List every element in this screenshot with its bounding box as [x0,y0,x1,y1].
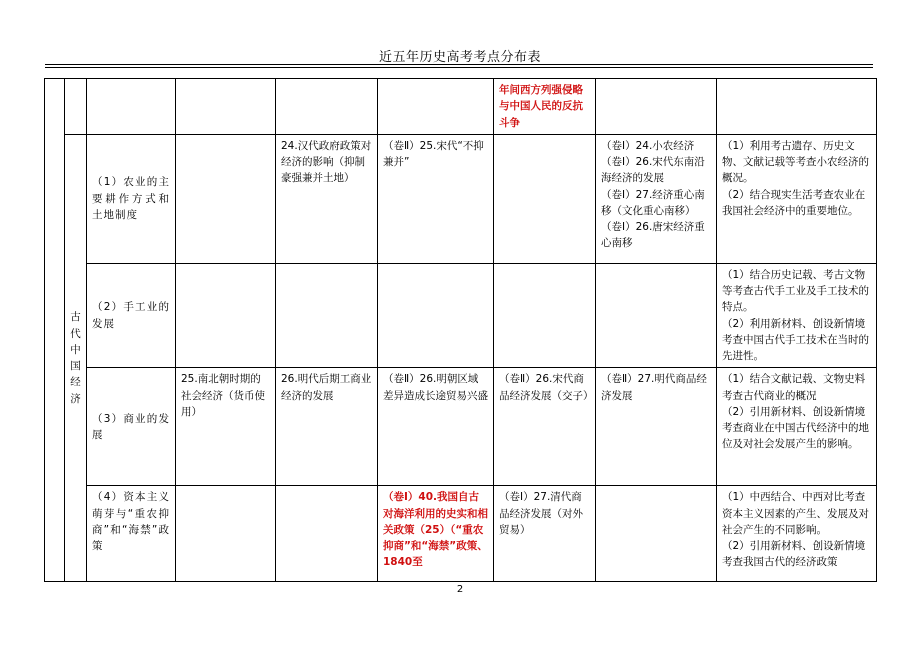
table-row [45,134,877,263]
cell-2011: （卷Ⅱ）26.明朝区域差异造成长途贸易兴盛 [378,368,494,486]
cell-2009 [176,263,276,368]
note-line: （1）结合历史记载、考古文物等考查古代手工业及手工技术的特点。 [722,268,869,314]
topic-cell [87,79,176,135]
entry-line: （卷Ⅰ）27.经济重心南移（文化重心南移） [601,188,705,217]
cell-2009 [176,79,276,135]
table-row [45,263,877,368]
table-row [45,486,877,582]
note-line: （2）结合现实生活考查农业在我国社会经济中的重要地位。 [722,188,866,217]
notes-cell [717,486,877,582]
note-line: （1）中西结合、中西对比考查资本主义因素的产生、发展及对社会产生的不同影响。 [722,491,869,536]
category-cell [65,134,87,582]
cell-2011 [378,79,494,135]
entry-line: （卷Ⅰ）24.小农经济 [601,139,695,152]
cell-2013 [596,79,717,135]
notes-cell [717,368,877,486]
cell-2010 [276,486,378,582]
notes-cell [717,263,877,368]
category-cell-top [65,79,87,135]
table-row [45,368,877,486]
cell-2009: 25.南北朝时期的社会经济（货币使用） [176,368,276,486]
cell-2011 [378,263,494,368]
topic-cell: （1）农业的主要耕作方式和土地制度 [87,134,176,263]
cell-2013 [596,263,717,368]
cell-2013 [596,486,717,582]
notes-cell [717,79,877,135]
cell-2010: 26.明代后期工商业经济的发展 [276,368,378,486]
entry-line: （卷Ⅰ）26.唐宋经济重心南移 [601,221,705,250]
note-line: （2）利用新材料、创设新情境考查中国古代手工技术在当时的先进性。 [722,317,869,363]
note-line: （1）结合文献记载、文物史料考查古代商业的概况 [722,373,866,402]
cell-2012: （卷Ⅰ）27.清代商品经济发展（对外贸易） [494,486,596,582]
category-label: 古代中国经济 [70,311,81,405]
page-title: 近五年历史高考考点分布表 [378,50,541,65]
cell-2009 [176,134,276,263]
note-line: （2）引用新材料、创设新情境考查商业在中国古代经济中的地位及对社会发展产生的影响。 [722,405,869,451]
cell-2011: （卷Ⅰ）40.我国自古对海洋利用的史实和相关政策（25）（“重农抑商”和“海禁”政策、1840至 [378,486,494,582]
cell-2013: （卷Ⅱ）27.明代商品经济发展 [596,368,717,486]
note-line: （2）引用新材料、创设新情境考查我国古代的经济政策 [722,540,866,569]
topic-cell: （4）资本主义萌芽与“重农抑商”和“海禁”政策 [87,486,176,582]
header-rule-double [45,67,873,68]
cell-2009 [176,486,276,582]
cell-2011: （卷Ⅱ）25.宋代“不抑兼并” [378,134,494,263]
page-number: 2 [456,584,464,595]
cell-2012 [494,134,596,263]
header-rule [45,64,873,65]
topic-cell: （3）商业的发展 [87,368,176,486]
table-row [45,79,877,135]
cell-2012: （卷Ⅱ）26.宋代商品经济发展（交子） [494,368,596,486]
exam-topic-table [44,78,877,582]
note-line: （1）利用考古遗存、历史文物、文献记载等考查小农经济的概况。 [722,139,869,185]
topic-cell: （2）手工业的发展 [87,263,176,368]
outer-column [45,79,65,582]
cell-2010 [276,263,378,368]
cell-2010 [276,79,378,135]
cell-2012 [494,263,596,368]
cell-2013 [596,134,717,263]
cell-2012: 年间西方列强侵略与中国人民的反抗斗争 [494,79,596,135]
cell-2010: 24.汉代政府政策对经济的影响（抑制豪强兼并土地） [276,134,378,263]
entry-line: （卷Ⅰ）26.宋代东南沿海经济的发展 [601,156,705,185]
notes-cell [717,134,877,263]
